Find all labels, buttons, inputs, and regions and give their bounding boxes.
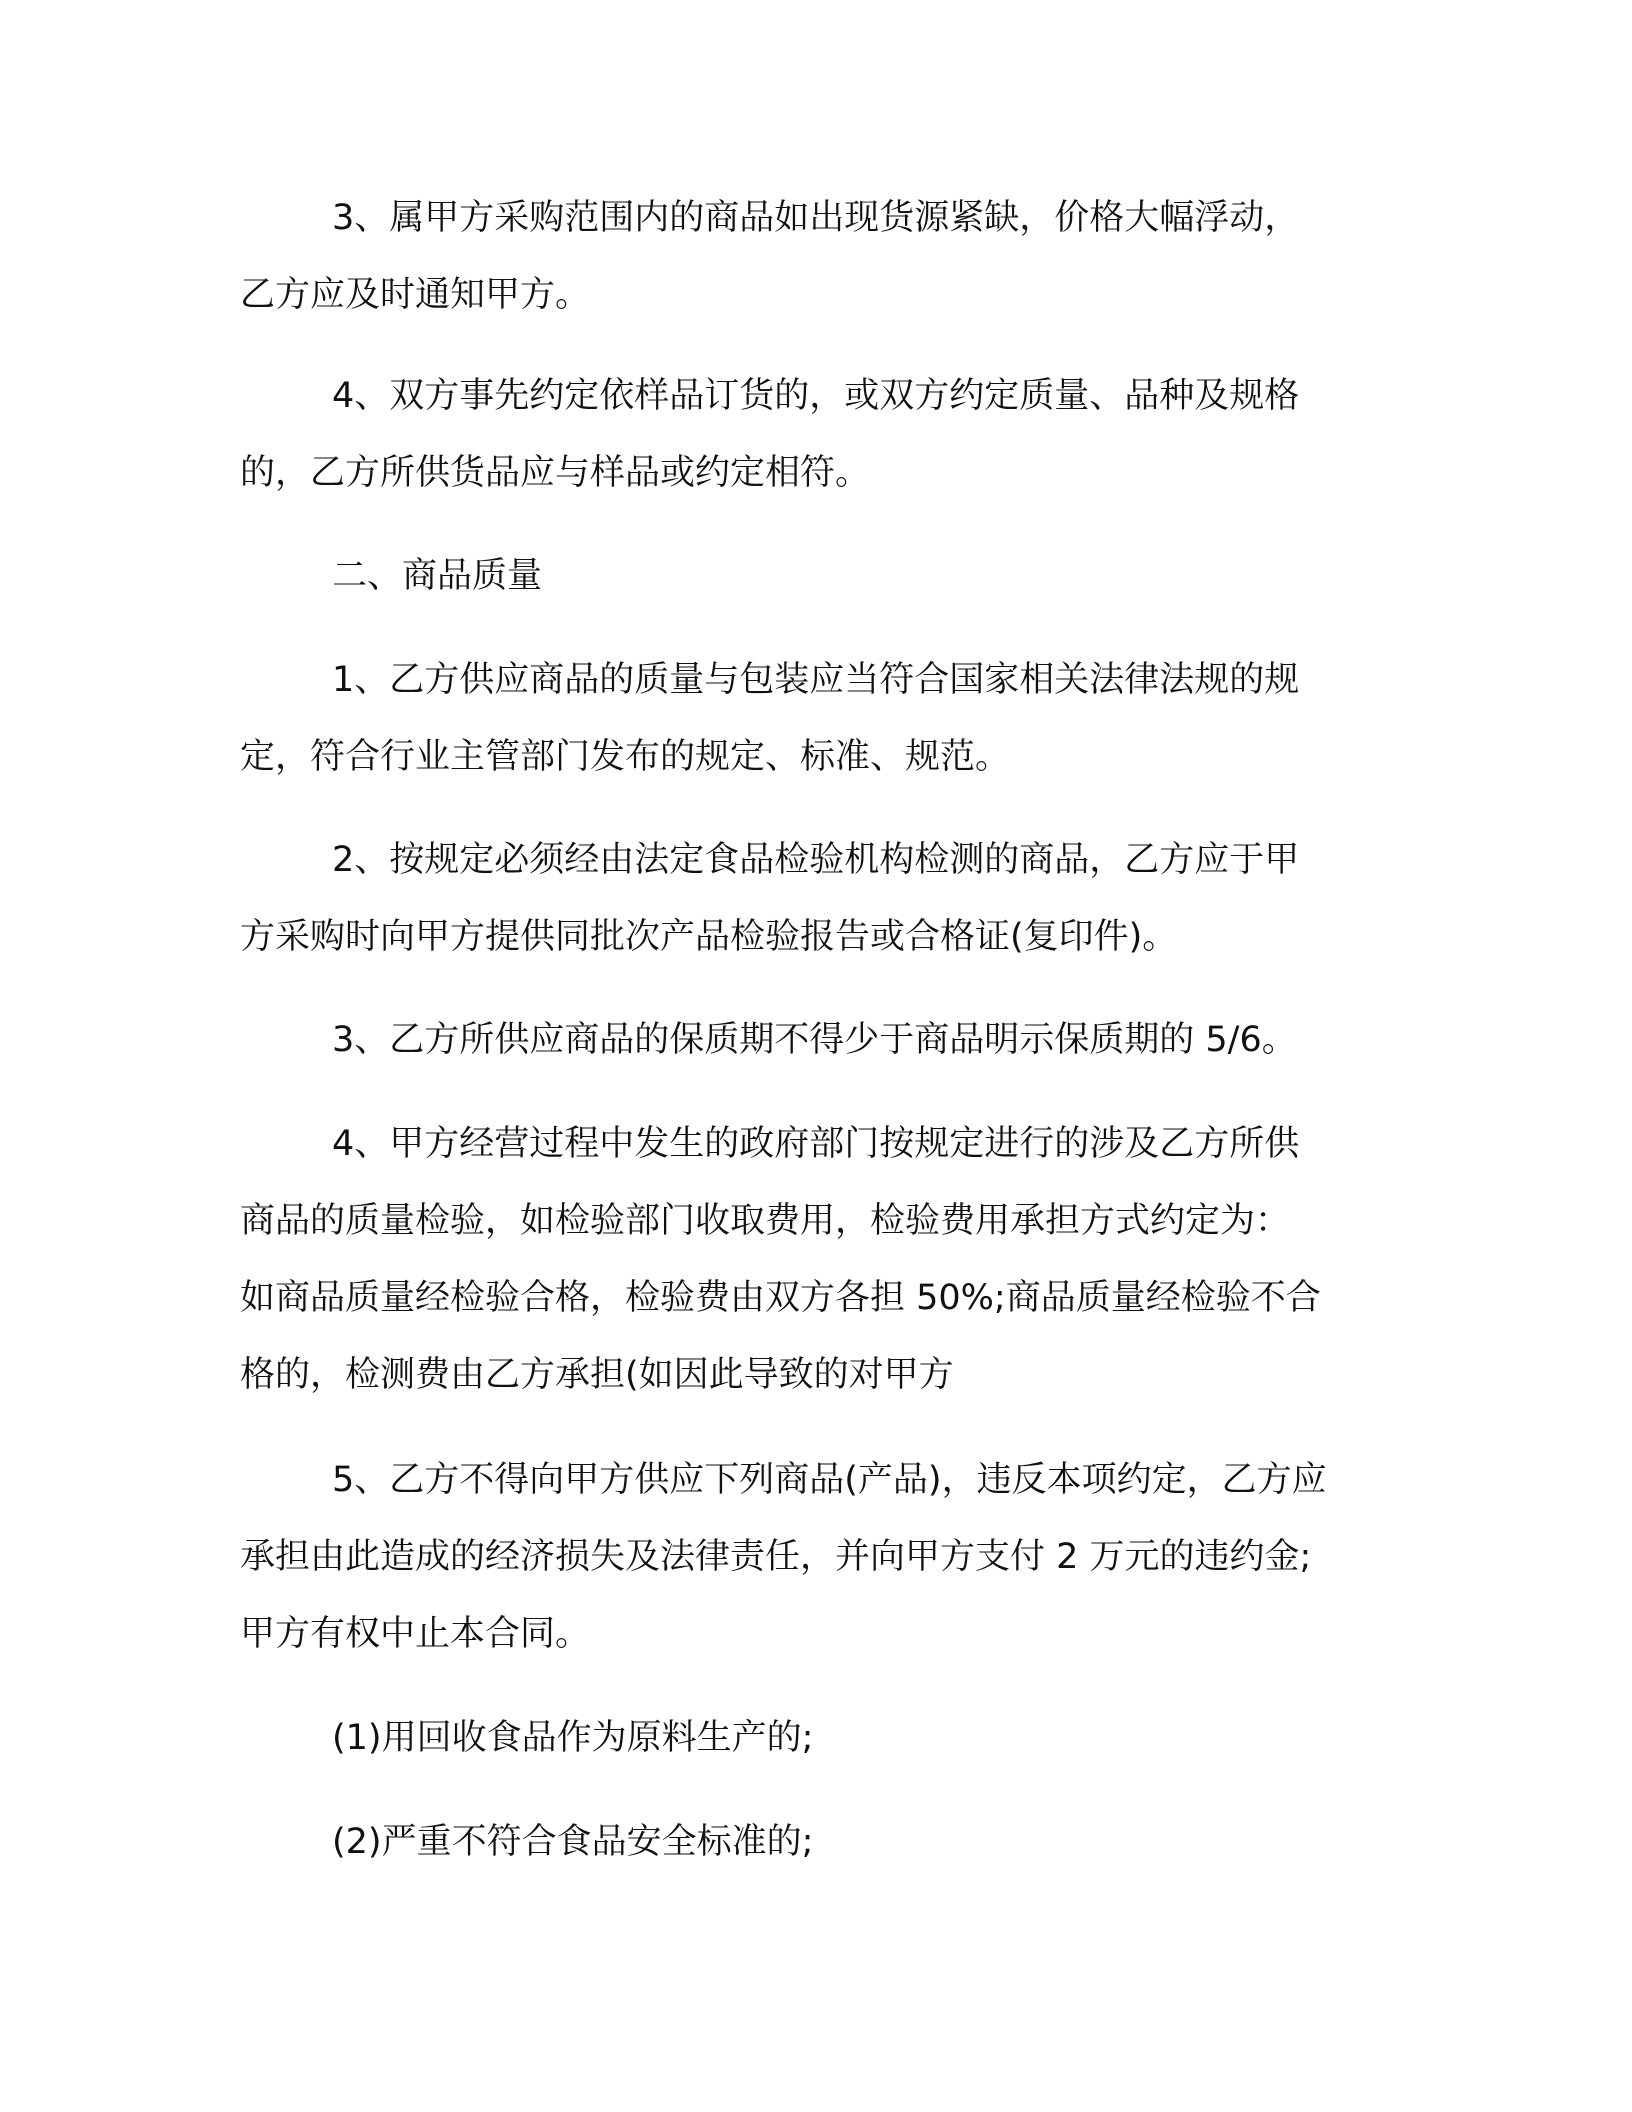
text-line: 5、乙方不得向甲方供应下列商品(产品)，违反本项约定，乙方应 bbox=[332, 1460, 1327, 1500]
section-heading-quality bbox=[240, 538, 1400, 615]
text-line: 4、甲方经营过程中发生的政府部门按规定进行的涉及乙方所供 bbox=[332, 1124, 1300, 1164]
text-line: 的，乙方所供货品应与样品或约定相符。 bbox=[240, 453, 871, 493]
paragraph-quality-3 bbox=[240, 1002, 1400, 1079]
text-line: 二、商品质量 bbox=[332, 556, 543, 596]
text-line: (2)严重不符合食品安全标准的; bbox=[332, 1822, 814, 1862]
paragraph-quality-5 bbox=[240, 1442, 1400, 1673]
paragraph-quality-1 bbox=[240, 642, 1400, 796]
text-line: 如商品质量经检验合格，检验费由双方各担 50%;商品质量经检验不合 bbox=[240, 1278, 1321, 1318]
text-line: 商品的质量检验，如检验部门收取费用，检验费用承担方式约定为： bbox=[240, 1201, 1291, 1241]
text-line: 1、乙方供应商品的质量与包装应当符合国家相关法律法规的规 bbox=[332, 660, 1300, 700]
text-line: 定，符合行业主管部门发布的规定、标准、规范。 bbox=[240, 737, 1011, 777]
list-item-prohibited-1 bbox=[240, 1700, 1400, 1777]
text-line: 方采购时向甲方提供同批次产品检验报告或合格证(复印件)。 bbox=[240, 917, 1178, 957]
paragraph-clause-3-supply bbox=[240, 180, 1400, 334]
text-line: 承担由此造成的经济损失及法律责任，并向甲方支付 2 万元的违约金; bbox=[240, 1537, 1312, 1577]
text-line: 乙方应及时通知甲方。 bbox=[240, 275, 591, 315]
text-line: 格的，检测费由乙方承担(如因此导致的对甲方 bbox=[240, 1355, 954, 1395]
text-line: 甲方有权中止本合同。 bbox=[240, 1614, 591, 1654]
text-line: 2、按规定必须经由法定食品检验机构检测的商品，乙方应于甲 bbox=[332, 840, 1300, 880]
list-item-prohibited-2 bbox=[240, 1804, 1400, 1881]
paragraph-clause-4-samples bbox=[240, 358, 1400, 512]
text-line: 3、乙方所供应商品的保质期不得少于商品明示保质期的 5/6。 bbox=[332, 1020, 1297, 1060]
paragraph-quality-2 bbox=[240, 822, 1400, 976]
paragraph-quality-4 bbox=[240, 1106, 1400, 1414]
text-line: 4、双方事先约定依样品订货的，或双方约定质量、品种及规格 bbox=[332, 376, 1300, 416]
text-line: 3、属甲方采购范围内的商品如出现货源紧缺，价格大幅浮动， bbox=[332, 198, 1300, 238]
text-line: (1)用回收食品作为原料生产的; bbox=[332, 1718, 814, 1758]
